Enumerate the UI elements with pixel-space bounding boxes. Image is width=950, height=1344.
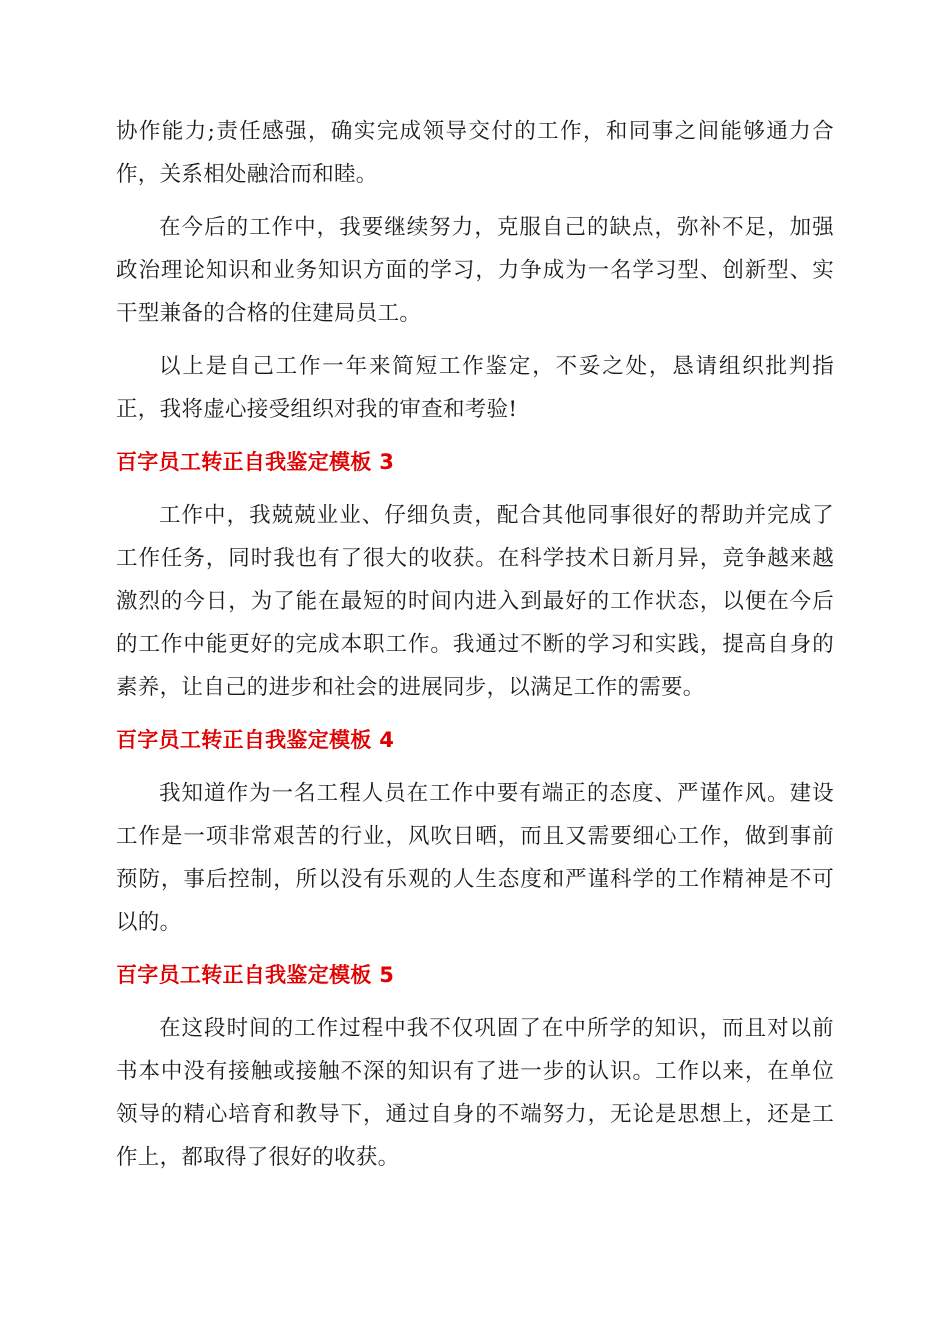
paragraph-future-plan: 在今后的工作中，我要继续努力，克服自己的缺点，弥补不足，加强政治理论知识和业务知识方面的学习，力争成为一名学习型、创新型、实干型兼备的合格的住建局员工。 (116, 215, 834, 326)
paragraph-closing: 以上是自己工作一年来简短工作鉴定，不妥之处，恳请组织批判指正，我将虚心接受组织对我的审查和考验! (116, 354, 834, 422)
paragraph-template-3: 工作中，我兢兢业业、仔细负责，配合其他同事很好的帮助并完成了工作任务，同时我也有了很大的收获。在科学技术日新月异，竞争越来越激烈的今日，为了能在最短的时间内进入到最好的工作状态，以便在今后的工作中能更好的完成本职工作。我通过不断的学习和实践，提高自身的素养，让自己的进步和社会的进展同步，以满足工作的需要。 (116, 503, 834, 700)
paragraph-gap (116, 196, 834, 206)
paragraph-template-4: 我知道作为一名工程人员在工作中要有端正的态度、严谨作风。建设工作是一项非常艰苦的行业，风吹日晒，而且又需要细心工作，做到事前预防，事后控制，所以没有乐观的人生态度和严谨科学的工作精神是不可以的。 (116, 781, 834, 935)
paragraph-gap (116, 335, 834, 345)
paragraph-continued: 协作能力;责任感强，确实完成领导交付的工作，和同事之间能够通力合作，关系相处融洽而和睦。 (116, 119, 834, 187)
paragraph-gap (116, 431, 834, 441)
paragraph-gap (116, 709, 834, 719)
paragraph-gap (116, 944, 834, 954)
paragraph-gap (116, 484, 834, 494)
paragraph-gap (116, 997, 834, 1007)
section-heading-template-5: 百字员工转正自我鉴定模板 5 (116, 963, 395, 987)
section-heading-template-4: 百字员工转正自我鉴定模板 4 (116, 728, 395, 752)
section-heading-template-3: 百字员工转正自我鉴定模板 3 (116, 450, 395, 474)
document-body (116, 110, 834, 1179)
paragraph-gap (116, 762, 834, 772)
paragraph-template-5: 在这段时间的工作过程中我不仅巩固了在中所学的知识，而且对以前书本中没有接触或接触不深的知识有了进一步的认识。工作以来，在单位领导的精心培育和教导下，通过自身的不端努力，无论是思想上，还是工作上，都取得了很好的收获。 (116, 1016, 834, 1170)
